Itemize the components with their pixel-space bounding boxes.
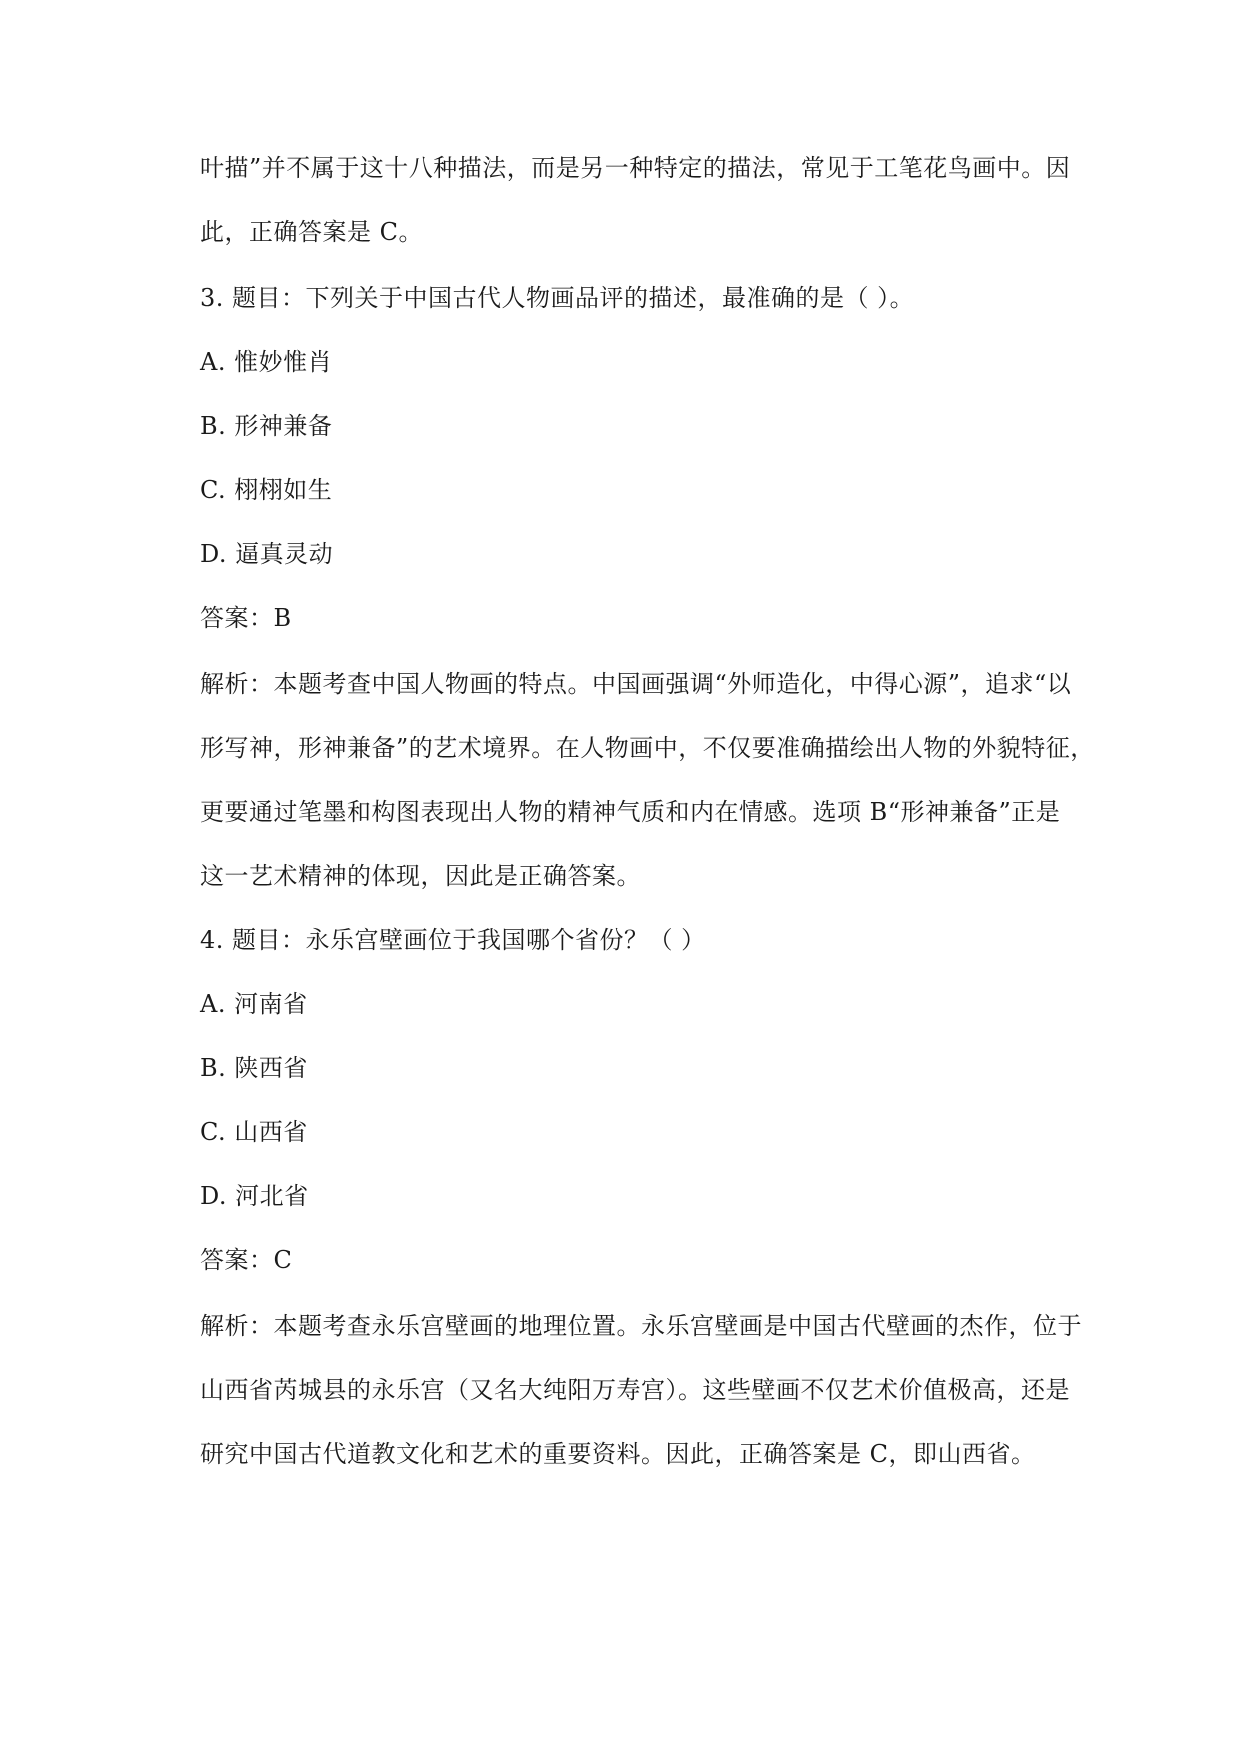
question-4-explanation-line-1: 解析：本题考查永乐宫壁画的地理位置。永乐宫壁画是中国古代壁画的杰作，位于 [200, 1312, 1082, 1340]
question-4-option-c: C. 山西省 [200, 1118, 308, 1146]
question-3-option-a: A. 惟妙惟肖 [200, 348, 333, 376]
question-3-option-b: B. 形神兼备 [200, 412, 333, 440]
question-4-option-a: A. 河南省 [200, 990, 308, 1018]
question-3-option-c: C. 栩栩如生 [200, 476, 333, 504]
question-4-option-d: D. 河北省 [200, 1182, 309, 1210]
question-3-option-d: D. 逼真灵动 [200, 540, 334, 568]
question-4-explanation-line-3: 研究中国古代道教文化和艺术的重要资料。因此，正确答案是 C，即山西省。 [200, 1440, 1036, 1468]
question-4-answer: 答案：C [200, 1246, 293, 1274]
explanation-2-line-2: 此，正确答案是 C。 [200, 218, 423, 246]
question-4-explanation-line-2: 山西省芮城县的永乐宫（又名大纯阳万寿宫）。这些壁画不仅艺术价值极高，还是 [200, 1376, 1070, 1404]
question-3-explanation-line-2: 形写神，形神兼备”的艺术境界。在人物画中，不仅要准确描绘出人物的外貌特征， [200, 734, 1095, 762]
question-3-answer: 答案：B [200, 604, 292, 632]
question-4-option-b: B. 陕西省 [200, 1054, 308, 1082]
question-3-explanation-line-1: 解析：本题考查中国人物画的特点。中国画强调“外师造化，中得心源”，追求“以 [200, 670, 1072, 698]
question-3-stem: 3. 题目：下列关于中国古代人物画品评的描述，最准确的是（ ）。 [200, 284, 915, 312]
explanation-2-line-1: 叶描”并不属于这十八种描法，而是另一种特定的描法，常见于工笔花鸟画中。因 [200, 154, 1071, 182]
question-3-explanation-line-3: 更要通过笔墨和构图表现出人物的精神气质和内在情感。选项 B“形神兼备”正是 [200, 798, 1061, 826]
question-3-explanation-line-4: 这一艺术精神的体现，因此是正确答案。 [200, 862, 641, 890]
question-4-stem: 4. 题目：永乐宫壁画位于我国哪个省份？（ ） [200, 926, 706, 954]
